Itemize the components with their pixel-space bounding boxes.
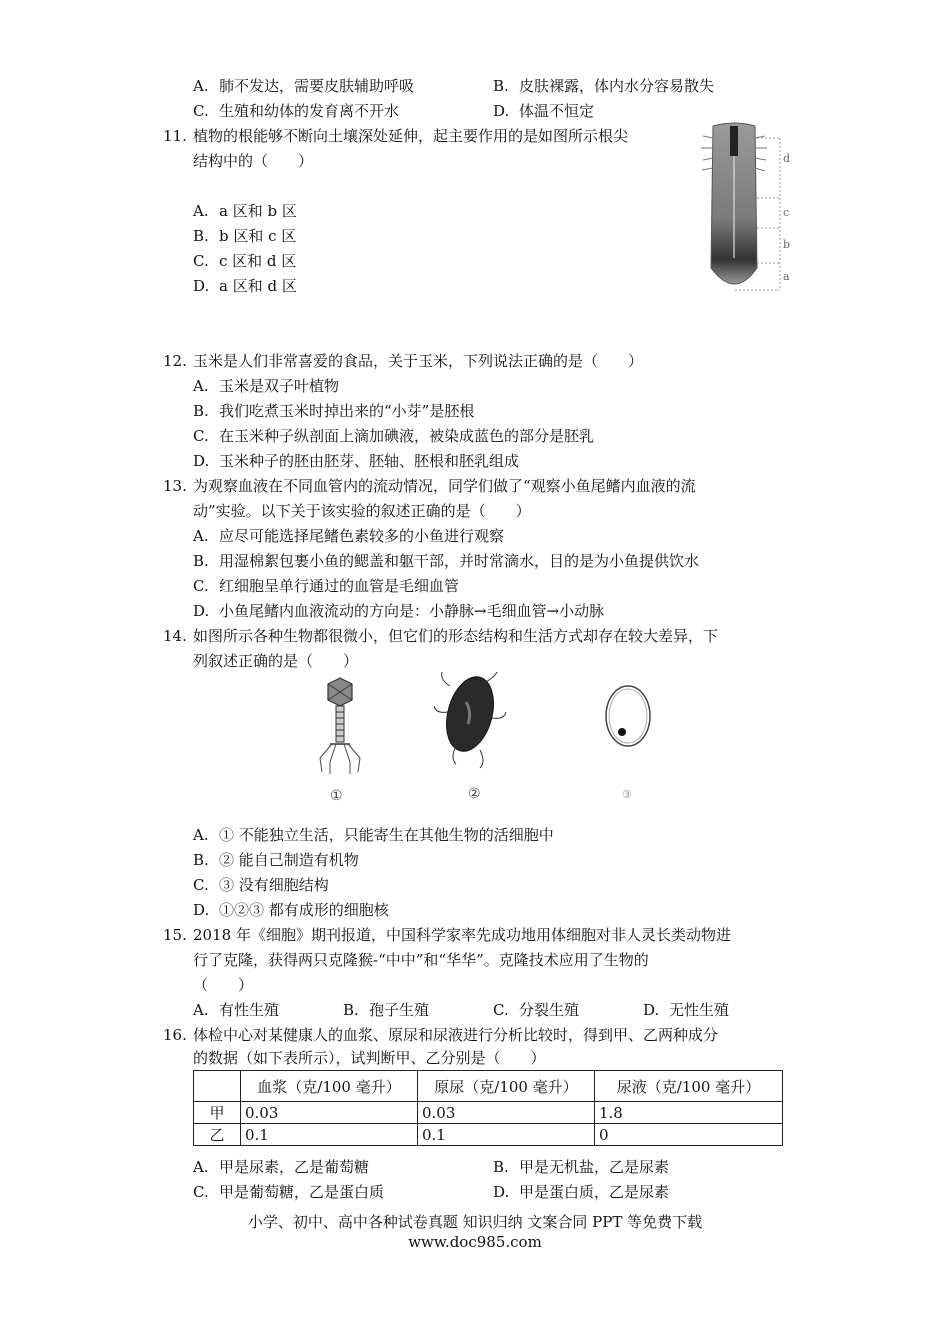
option-key: A. — [193, 377, 209, 395]
question-number: 11. — [163, 127, 187, 145]
table-cell: 0 — [595, 1124, 783, 1146]
question-number: 13. — [163, 477, 187, 495]
root-tip-figure — [675, 118, 795, 298]
option-13-b — [193, 551, 699, 571]
option-key: A. — [193, 826, 209, 844]
question-text: 玉米是人们非常喜爱的食品，关于玉米，下列说法正确的是（ ） — [193, 352, 644, 370]
option-text: 应尽可能选择尾鳍色素较多的小鱼进行观察 — [219, 527, 505, 545]
option-text: ① 不能独立生活，只能寄生在其他生物的活细胞中 — [219, 826, 554, 844]
footer-link[interactable]: www.doc985.com — [408, 1233, 542, 1251]
table-cell: 0.03 — [241, 1102, 418, 1124]
table-cell: 1.8 — [595, 1102, 783, 1124]
option-12-a — [193, 376, 339, 396]
option-text: 皮肤裸露，体内水分容易散失 — [519, 77, 715, 95]
label-3: ③ — [622, 788, 632, 801]
option-key: B. — [193, 402, 209, 420]
table-header-cell: 血浆（克/100 毫升） — [241, 1071, 418, 1102]
option-11-b — [193, 226, 296, 246]
option-12-b — [193, 401, 474, 421]
option-14-d — [193, 900, 389, 920]
option-text: 无性生殖 — [669, 1001, 730, 1019]
question-text: 植物的根能够不断向土壤深处延伸，起主要作用的是如图所示根尖 — [193, 127, 629, 145]
table-cell: 甲 — [194, 1102, 241, 1124]
footer-text: 小学、初中、高中各种试卷真题 知识归纳 文案合同 PPT 等免费下载 — [247, 1213, 703, 1231]
question-15-line3: （ ） — [193, 976, 254, 994]
option-10-b — [493, 76, 714, 96]
data-table — [193, 1070, 783, 1146]
option-key: B. — [193, 227, 209, 245]
microorganisms-figure — [300, 672, 660, 812]
option-10-a — [193, 76, 414, 96]
option-text: 在玉米种子纵剖面上滴加碘液，被染成蓝色的部分是胚乳 — [219, 427, 595, 445]
option-13-d — [193, 601, 604, 621]
option-15-c — [493, 1000, 579, 1020]
option-text: 甲是无机盐，乙是尿素 — [519, 1158, 670, 1176]
option-key: D. — [493, 1183, 510, 1201]
question-12 — [163, 351, 643, 371]
option-16-a — [193, 1157, 369, 1177]
option-15-b — [343, 1000, 429, 1020]
question-text: 为观察血液在不同血管内的流动情况，同学们做了“观察小鱼尾鳍内血液的流 — [193, 477, 696, 495]
option-16-c — [193, 1182, 384, 1202]
question-number: 12. — [163, 352, 187, 370]
label-b: b — [783, 238, 791, 251]
table-header-cell — [194, 1071, 241, 1102]
question-16 — [163, 1025, 718, 1045]
option-key: A. — [193, 1158, 209, 1176]
question-15-line2: 行了克隆，获得两只克隆猴-“中中”和“华华”。克隆技术应用了生物的 — [193, 951, 649, 969]
option-key: A. — [193, 1001, 209, 1019]
option-key: C. — [193, 577, 209, 595]
option-key: B. — [493, 77, 509, 95]
option-10-d — [493, 101, 594, 121]
option-text: a 区和 d 区 — [219, 277, 297, 295]
option-text: 甲是蛋白质，乙是尿素 — [519, 1183, 670, 1201]
option-text: 生殖和幼体的发育离不开水 — [219, 102, 400, 120]
option-key: C. — [193, 102, 209, 120]
question-11-line2: 结构中的（ ） — [193, 152, 314, 170]
option-key: C. — [193, 1183, 209, 1201]
option-key: B. — [193, 851, 209, 869]
option-key: C. — [193, 876, 209, 894]
table-cell: 0.1 — [241, 1124, 418, 1146]
question-text: 体检中心对某健康人的血浆、原尿和尿液进行分析比较时，得到甲、乙两种成分 — [193, 1026, 719, 1044]
option-key: D. — [193, 901, 210, 919]
option-11-d — [193, 276, 297, 296]
option-11-c — [193, 251, 296, 271]
option-16-d — [493, 1182, 669, 1202]
table-cell: 乙 — [194, 1124, 241, 1146]
option-key: A. — [193, 202, 209, 220]
option-text: c 区和 d 区 — [219, 252, 297, 270]
question-number: 16. — [163, 1026, 187, 1044]
option-10-c — [193, 101, 399, 121]
table-header-cell: 原尿（克/100 毫升） — [418, 1071, 595, 1102]
option-15-d — [643, 1000, 729, 1020]
option-text: 玉米是双子叶植物 — [219, 377, 340, 395]
option-key: D. — [193, 277, 210, 295]
option-text: 肺不发达，需要皮肤辅助呼吸 — [219, 77, 415, 95]
option-14-b — [193, 850, 359, 870]
option-text: 用湿棉絮包裹小鱼的鳃盖和躯干部，并时常滴水，目的是为小鱼提供饮水 — [219, 552, 700, 570]
label-2: ② — [468, 786, 481, 802]
option-key: A. — [193, 527, 209, 545]
option-text: 红细胞呈单行通过的血管是毛细血管 — [219, 577, 460, 595]
option-16-b — [493, 1157, 669, 1177]
question-13-line2: 动”实验。以下关于该实验的叙述正确的是（ ） — [193, 502, 531, 520]
table-row — [194, 1102, 783, 1124]
option-12-c — [193, 426, 594, 446]
option-12-d — [193, 451, 519, 471]
question-13 — [163, 476, 696, 496]
option-text: 甲是葡萄糖，乙是蛋白质 — [219, 1183, 385, 1201]
question-14 — [163, 626, 718, 646]
option-14-c — [193, 875, 329, 895]
option-key: A. — [193, 77, 209, 95]
question-11 — [163, 126, 628, 146]
option-text: 分裂生殖 — [519, 1001, 580, 1019]
label-a: a — [783, 270, 790, 283]
option-text: 体温不恒定 — [519, 102, 595, 120]
label-d: d — [783, 152, 791, 165]
table-cell: 0.03 — [418, 1102, 595, 1124]
bacteriophage-icon — [320, 678, 360, 774]
option-15-a — [193, 1000, 279, 1020]
option-key: D. — [193, 602, 210, 620]
question-text: 如图所示各种生物都很微小，但它们的形态结构和生活方式却存在较大差异，下 — [193, 627, 719, 645]
option-text: 小鱼尾鳍内血液流动的方向是：小静脉→毛细血管→小动脉 — [219, 602, 605, 620]
option-key: B. — [493, 1158, 509, 1176]
option-key: B. — [343, 1001, 359, 1019]
option-text: ② 能自己制造有机物 — [219, 851, 359, 869]
option-key: B. — [193, 552, 209, 570]
option-14-a — [193, 825, 554, 845]
option-text: 有性生殖 — [219, 1001, 280, 1019]
option-text: 玉米种子的胚由胚芽、胚轴、胚根和胚乳组成 — [219, 452, 520, 470]
option-text: ③ 没有细胞结构 — [219, 876, 329, 894]
option-key: D. — [493, 102, 510, 120]
table-cell: 0.1 — [418, 1124, 595, 1146]
option-key: C. — [493, 1001, 509, 1019]
option-key: D. — [193, 452, 210, 470]
question-number: 15. — [163, 926, 187, 944]
question-14-line2: 列叙述正确的是（ ） — [193, 652, 359, 670]
option-key: C. — [193, 252, 209, 270]
label-c: c — [783, 206, 790, 219]
option-text: 孢子生殖 — [369, 1001, 430, 1019]
option-11-a — [193, 201, 297, 221]
bacterium-icon — [434, 672, 506, 768]
option-text: ①②③ 都有成形的细胞核 — [219, 901, 389, 919]
table-header-row — [194, 1071, 783, 1102]
option-key: C. — [193, 427, 209, 445]
option-13-c — [193, 576, 459, 596]
yeast-cell-icon — [606, 686, 650, 746]
table-header-cell: 尿液（克/100 毫升） — [595, 1071, 783, 1102]
option-text: a 区和 b 区 — [219, 202, 297, 220]
root-stele — [730, 126, 738, 156]
option-13-a — [193, 526, 504, 546]
option-text: 我们吃煮玉米时掉出来的“小芽”是胚根 — [219, 402, 475, 420]
question-number: 14. — [163, 627, 187, 645]
question-text: 2018 年《细胞》期刊报道，中国科学家率先成功地用体细胞对非人灵长类动物进 — [193, 926, 731, 944]
label-1: ① — [330, 788, 343, 804]
option-key: D. — [643, 1001, 660, 1019]
table-row — [194, 1124, 783, 1146]
question-16-line2: 的数据（如下表所示），试判断甲、乙分别是（ ） — [193, 1049, 546, 1067]
option-text: b 区和 c 区 — [219, 227, 297, 245]
question-15 — [163, 925, 731, 945]
option-text: 甲是尿素，乙是葡萄糖 — [219, 1158, 370, 1176]
